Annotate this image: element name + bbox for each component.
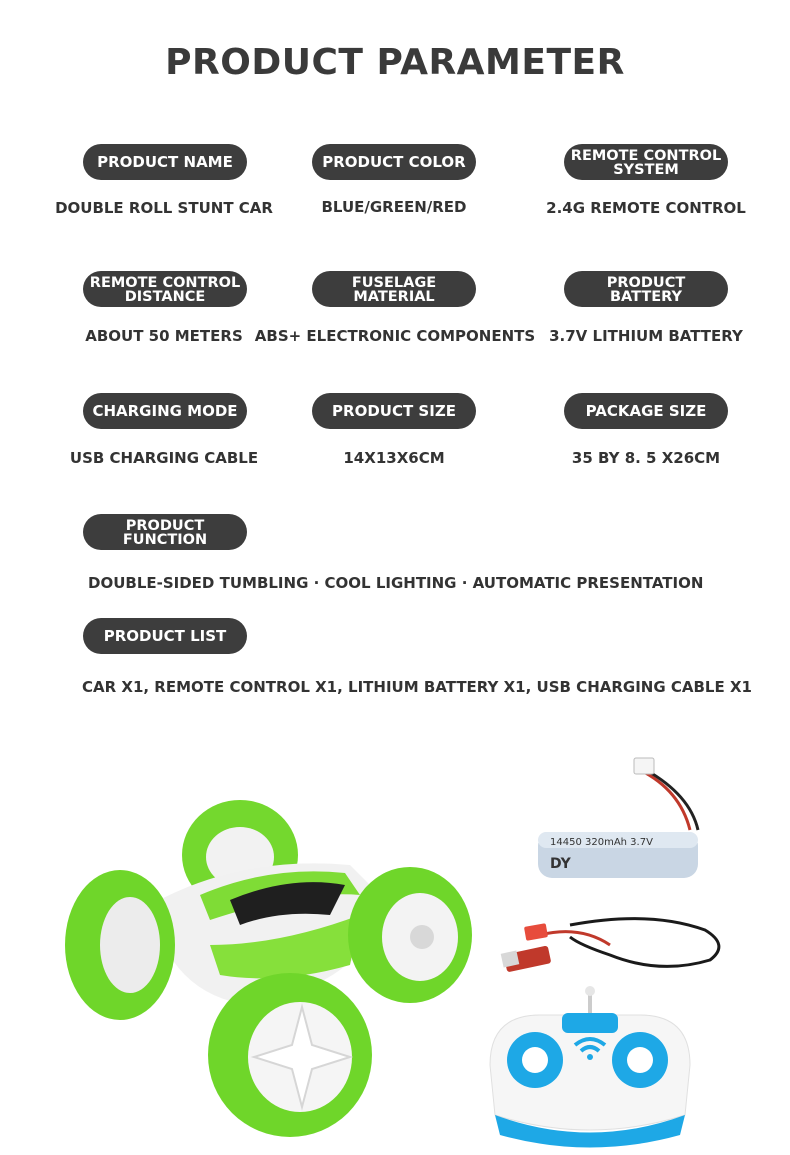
value-product-name: DOUBLE ROLL STUNT CAR	[55, 199, 273, 217]
battery-print: 14450 320mAh 3.7V	[550, 837, 653, 848]
page-title: PRODUCT PARAMETER	[165, 42, 625, 83]
value-charging-mode: USB CHARGING CABLE	[69, 449, 259, 467]
label-line: SYSTEM	[613, 161, 679, 178]
label-line: DISTANCE	[124, 288, 206, 305]
stunt-car-image	[60, 795, 480, 1150]
usb-cable-image	[500, 905, 735, 985]
value-product-list: CAR X1, REMOTE CONTROL X1, LITHIUM BATTERY X1, USB CHARGING CABLE X1	[82, 678, 752, 696]
value-remote-control-system: 2.4G REMOTE CONTROL	[546, 199, 746, 217]
label-charging-mode: CHARGING MODE	[83, 393, 247, 429]
value-remote-control-distance: ABOUT 50 METERS	[85, 327, 243, 345]
value-product-battery: 3.7V LITHIUM BATTERY	[549, 327, 743, 345]
label-line: FUNCTION	[122, 531, 208, 548]
label-line: BATTERY	[609, 288, 683, 305]
label-remote-control-system	[564, 144, 728, 180]
remote-control-image	[480, 985, 710, 1150]
label-product-name: PRODUCT NAME	[83, 144, 247, 180]
label-remote-control-distance	[83, 271, 247, 307]
label-package-size: PACKAGE SIZE	[564, 393, 728, 429]
lithium-battery-image	[530, 750, 730, 890]
battery-brand: DY	[550, 856, 571, 872]
value-product-function: DOUBLE-SIDED TUMBLING · COOL LIGHTING · AUTOMATIC PRESENTATION	[88, 574, 704, 592]
label-line: PRODUCT	[606, 274, 686, 291]
value-product-size: 14X13X6CM	[343, 449, 445, 467]
label-line: FUSELAGE	[351, 274, 437, 291]
value-product-color: BLUE/GREEN/RED	[321, 198, 467, 216]
label-line: MATERIAL	[353, 288, 435, 305]
value-fuselage-material: ABS+ ELECTRONIC COMPONENTS	[254, 327, 536, 345]
label-product-battery	[564, 271, 728, 307]
label-fuselage-material	[312, 271, 476, 307]
label-product-size: PRODUCT SIZE	[312, 393, 476, 429]
value-package-size: 35 BY 8. 5 X26CM	[571, 449, 721, 467]
label-product-color: PRODUCT COLOR	[312, 144, 476, 180]
label-product-list: PRODUCT LIST	[83, 618, 247, 654]
label-product-function	[83, 514, 247, 550]
label-line: PRODUCT	[125, 517, 205, 534]
label-line: REMOTE CONTROL	[89, 274, 241, 291]
label-line: REMOTE CONTROL	[570, 147, 722, 164]
